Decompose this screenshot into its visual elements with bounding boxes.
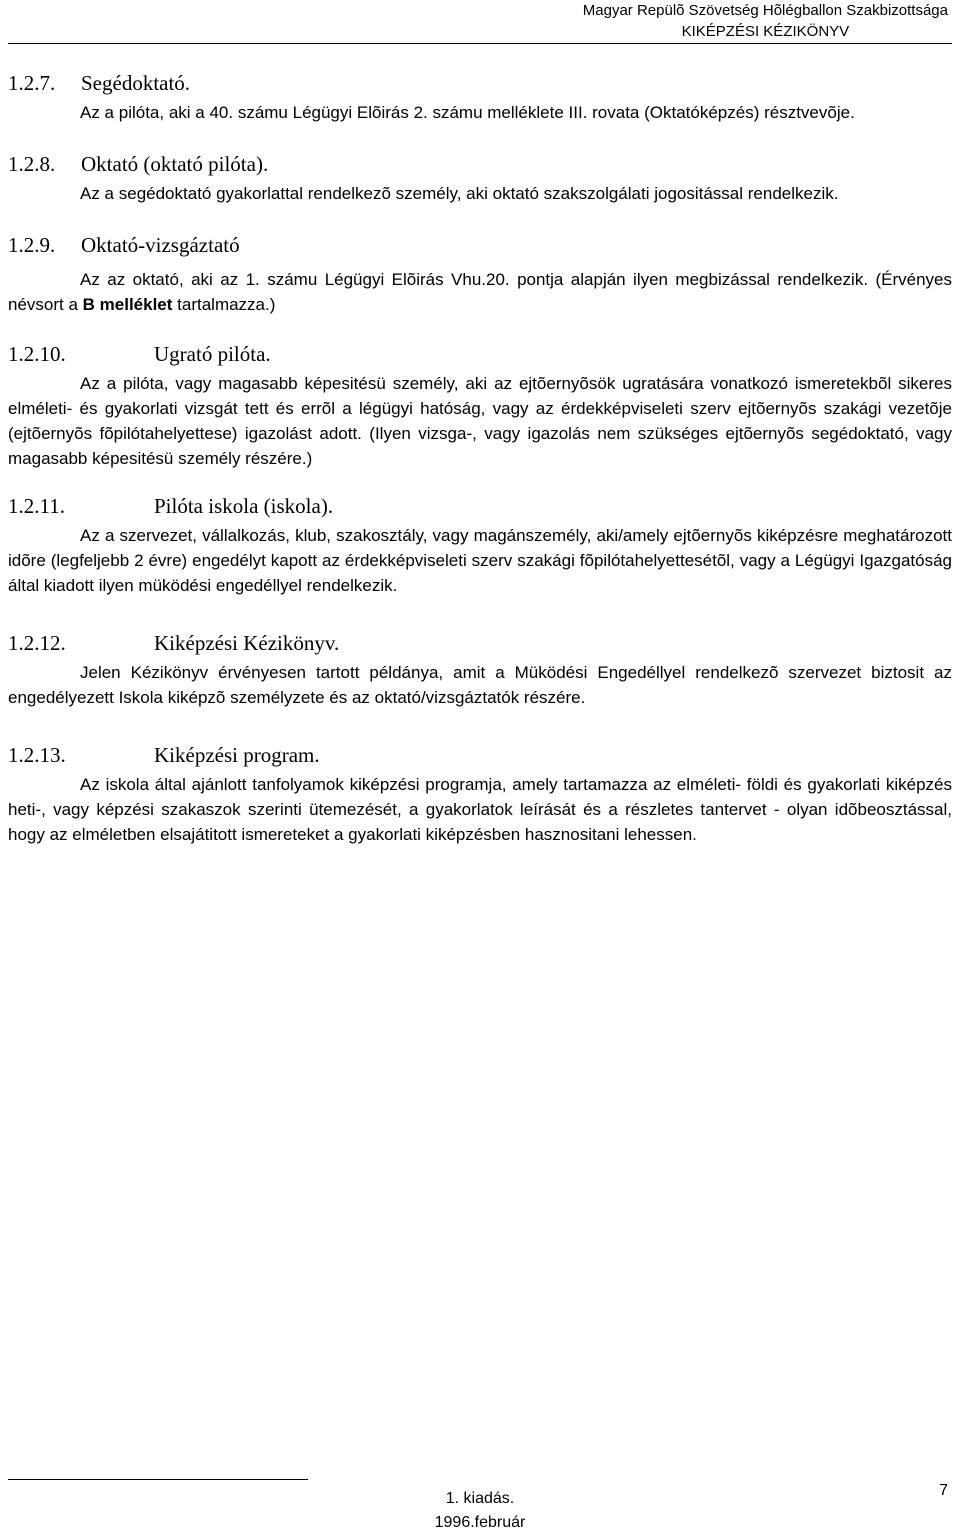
document-body	[8, 70, 952, 847]
section-number: 1.2.13.	[8, 743, 66, 767]
section-1-2-8	[8, 151, 952, 206]
header-rule	[8, 43, 952, 44]
section-text: Az az oktató, aki az 1. számu Légügyi Elõirás Vhu.20. pontja alapján ilyen megbizással rendelkezik. (Érvényes névsort a B melléklet tartalmazza.)	[8, 270, 952, 314]
section-number: 1.2.9.	[8, 233, 56, 257]
section-text: Az a pilóta, aki a 40. számu Légügyi Elõirás 2. számu melléklete III. rovata (Oktatóképzés) résztvevõje.	[80, 103, 855, 122]
header-document-title: KIKÉPZÉSI KÉZIKÖNYV	[681, 23, 850, 40]
section-text: Az iskola által ajánlott tanfolyamok kiképzési programja, amely tartamazza az elméleti- földi és gyakorlati kiképzés heti-, vagy képzési szakaszok szerinti ütemezését, a gyakorlatok leírását és a részletes tantervet - olyan idõbeosztással, hogy az elméletben elsajátitott ismereteket a gyakorlati kiképzésben hasznositani lehessen.	[8, 775, 952, 844]
section-1-2-13	[8, 742, 952, 847]
section-text: Az a segédoktató gyakorlattal rendelkezõ személy, aki oktató szakszolgálati jogositással rendelkezik.	[80, 184, 839, 203]
page-header	[583, 0, 948, 42]
footer-rule	[8, 1479, 308, 1480]
section-text: Az a szervezet, vállalkozás, klub, szakosztály, vagy magánszemély, aki/amely ejtõernyõs kiképzésre meghatározott idõre (legfeljebb 2 évre) engedélyt kapott az érdekképviseleti szerv szakági fõpilótahelyettesétõl, vagy a Légügyi Igazgatóság által kiadott ilyen müködési engedéllyel rendelkezik.	[8, 526, 952, 595]
section-title: Ugrató pilóta.	[154, 342, 271, 366]
section-title: Kiképzési Kézikönyv.	[154, 631, 340, 655]
section-number: 1.2.10.	[8, 342, 66, 366]
header-organization: Magyar Repülõ Szövetség Hõlégballon Szakbizottsága	[582, 2, 948, 19]
section-title: Kiképzési program.	[154, 743, 320, 767]
section-title: Oktató-vizsgáztató	[81, 233, 240, 257]
section-number: 1.2.11.	[8, 494, 65, 518]
section-number: 1.2.12.	[8, 631, 66, 655]
section-number: 1.2.8.	[8, 152, 56, 176]
section-number: 1.2.7.	[8, 71, 56, 95]
page-number: 7	[939, 1482, 948, 1499]
page-footer	[410, 1487, 550, 1535]
section-title: Oktató (oktató pilóta).	[81, 152, 269, 176]
section-1-2-12	[8, 630, 952, 710]
section-1-2-11	[8, 493, 952, 598]
footer-date: 1996.február	[434, 1514, 526, 1531]
section-title: Segédoktató.	[81, 71, 191, 95]
section-text: Jelen Kézikönyv érvényesen tartott példánya, amit a Müködési Engedéllyel rendelkezõ szervezet biztosit az engedélyezett Iskola kiképzõ személyzete és az oktató/vizsgáztatók részére.	[8, 663, 952, 707]
section-1-2-10	[8, 341, 952, 471]
section-1-2-7	[8, 70, 952, 125]
footer-edition: 1. kiadás.	[445, 1490, 515, 1507]
section-title: Pilóta iskola (iskola).	[154, 494, 334, 518]
section-1-2-9	[8, 232, 952, 317]
annex-b-reference: B melléklet	[82, 295, 173, 314]
section-text: Az a pilóta, vagy magasabb képesitésü személy, aki az ejtõernyõsök ugratására vonatkozó ismeretekbõl sikeres elméleti- és gyakorlati vizsgát tett és errõl a légügyi hatóság, vagy az érdekképviseleti szerv ejtõernyõs szakági vezetõje (ejtõernyõs fõpilótahelyettese) igazolást adott. (Ilyen vizsga-, vagy igazolás nem szükséges ejtõernyõs segédoktató, vagy magasabb képesitésü személy részére.)	[8, 374, 952, 468]
